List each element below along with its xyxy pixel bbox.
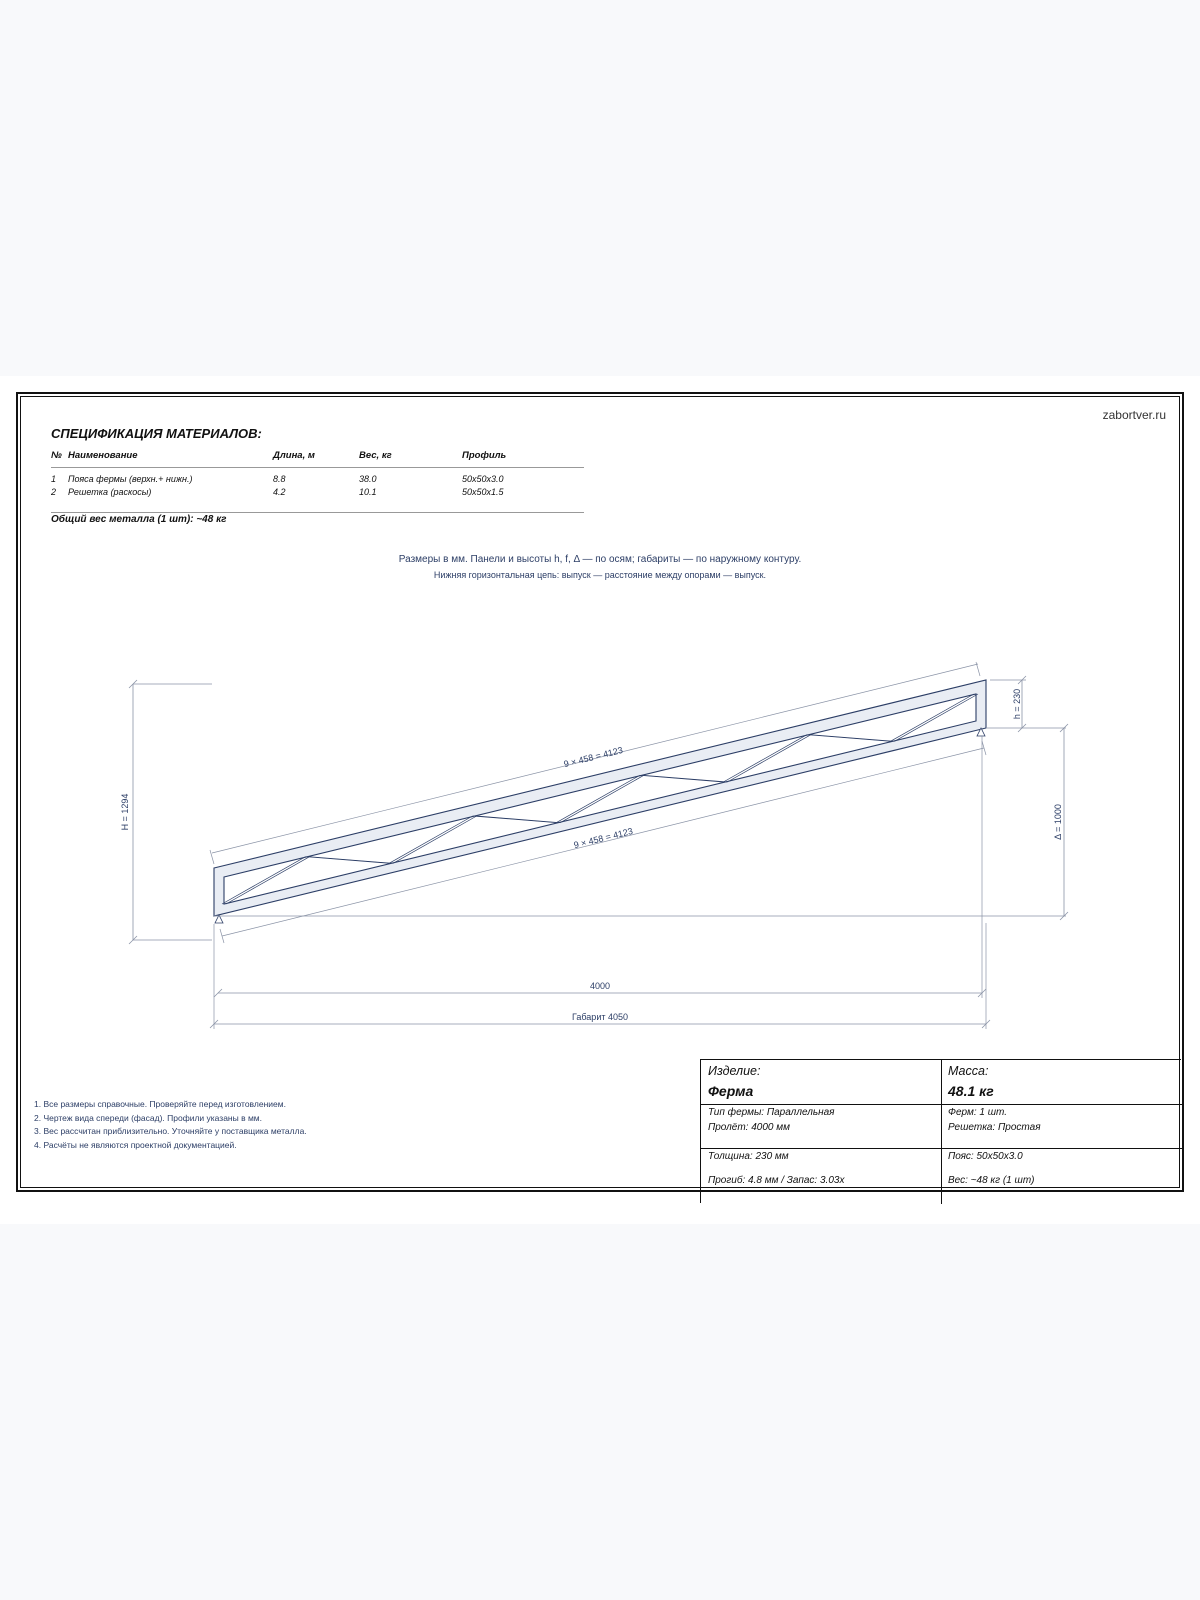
note-2: 2. Чертеж вида спереди (фасад). Профили указаны в мм. xyxy=(34,1112,263,1123)
spec-row-1-length: 8.8 xyxy=(273,474,286,484)
dim-top-chord xyxy=(210,662,980,864)
caption-line-2: Нижняя горизонтальная цепь: выпуск — расстояние между опорами — выпуск. xyxy=(433,570,767,580)
dim-bottom-chord-label: 9 × 458 = 4123 xyxy=(572,825,634,851)
spec-header-weight: Вес, кг xyxy=(359,450,392,461)
mass-value: 48.1 кг xyxy=(948,1083,994,1099)
product-label: Изделие: xyxy=(708,1064,761,1078)
spec-row-2-profile: 50x50x1.5 xyxy=(462,487,504,497)
truss-lattice: Решетка: Простая xyxy=(948,1122,1041,1133)
spec-row-1-num: 1 xyxy=(51,474,57,484)
note-1: 1. Все размеры справочные. Проверяйте перед изготовлением. xyxy=(34,1099,286,1109)
truss-thickness: Толщина: 230 мм xyxy=(708,1151,789,1162)
product-value: Ферма xyxy=(708,1083,754,1099)
spec-row-2-weight: 10.1 xyxy=(359,487,377,497)
spec-row-1-name: Пояса фермы (верхн.+ нижн.) xyxy=(68,474,193,484)
mass-label: Масса: xyxy=(948,1064,989,1078)
dim-truss-height-label: h = 230 xyxy=(1012,688,1022,720)
spec-row-1-weight: 38.0 xyxy=(359,474,377,484)
truss-chord: Пояс: 50x50x3.0 xyxy=(948,1151,1023,1162)
title-block-rule-2 xyxy=(701,1148,1182,1149)
spec-header-name: Наименование xyxy=(68,450,138,461)
dim-overall-label: Габарит 4050 xyxy=(571,1012,629,1022)
note-4: 4. Расчёты не являются проектной документацией. xyxy=(34,1140,237,1151)
dim-total-height xyxy=(129,680,212,944)
spec-header-length: Длина, м xyxy=(273,450,315,461)
spec-header-num: № xyxy=(51,450,62,461)
title-block xyxy=(700,1059,1181,1203)
spec-row-2-length: 4.2 xyxy=(273,487,286,497)
title-block-divider xyxy=(941,1060,942,1204)
spec-row-2-name: Решетка (раскосы) xyxy=(68,487,152,497)
truss-span: Пролёт: 4000 мм xyxy=(708,1122,790,1133)
truss-deflection: Прогиб: 4.8 мм / Запас: 3.03x xyxy=(708,1175,845,1186)
note-3: 3. Вес рассчитан приблизительно. Уточняйте у поставщика металла. xyxy=(34,1126,307,1137)
notes xyxy=(34,1098,307,1153)
dim-total-height-label: H = 1294 xyxy=(120,793,130,831)
dim-rise-label: Δ = 1000 xyxy=(1053,804,1063,840)
drawing-sheet xyxy=(0,376,1200,1224)
spec-row-1-profile: 50x50x3.0 xyxy=(462,474,504,484)
truss-weight: Вес: ~48 кг (1 шт) xyxy=(948,1175,1035,1186)
title-block-rule-1 xyxy=(701,1104,1182,1105)
caption-line-1: Размеры в мм. Панели и высоты h, f, Δ — по осям; габариты — по наружному контуру. xyxy=(398,554,802,565)
site-label: zabortver.ru xyxy=(1102,408,1166,422)
truss-type: Тип фермы: Параллельная xyxy=(708,1107,835,1118)
spec-row-2-num: 2 xyxy=(51,487,57,497)
dim-top-chord-label: 9 × 458 = 4123 xyxy=(562,744,624,770)
spec-header-profile: Профиль xyxy=(462,450,507,461)
spec-title: СПЕЦИФИКАЦИЯ МАТЕРИАЛОВ: xyxy=(51,426,262,441)
truss-count: Ферм: 1 шт. xyxy=(948,1107,1008,1118)
truss-inner xyxy=(224,694,976,904)
dim-span-label: 4000 xyxy=(589,981,611,991)
spec-total: Общий вес металла (1 шт): ~48 кг xyxy=(51,514,227,525)
